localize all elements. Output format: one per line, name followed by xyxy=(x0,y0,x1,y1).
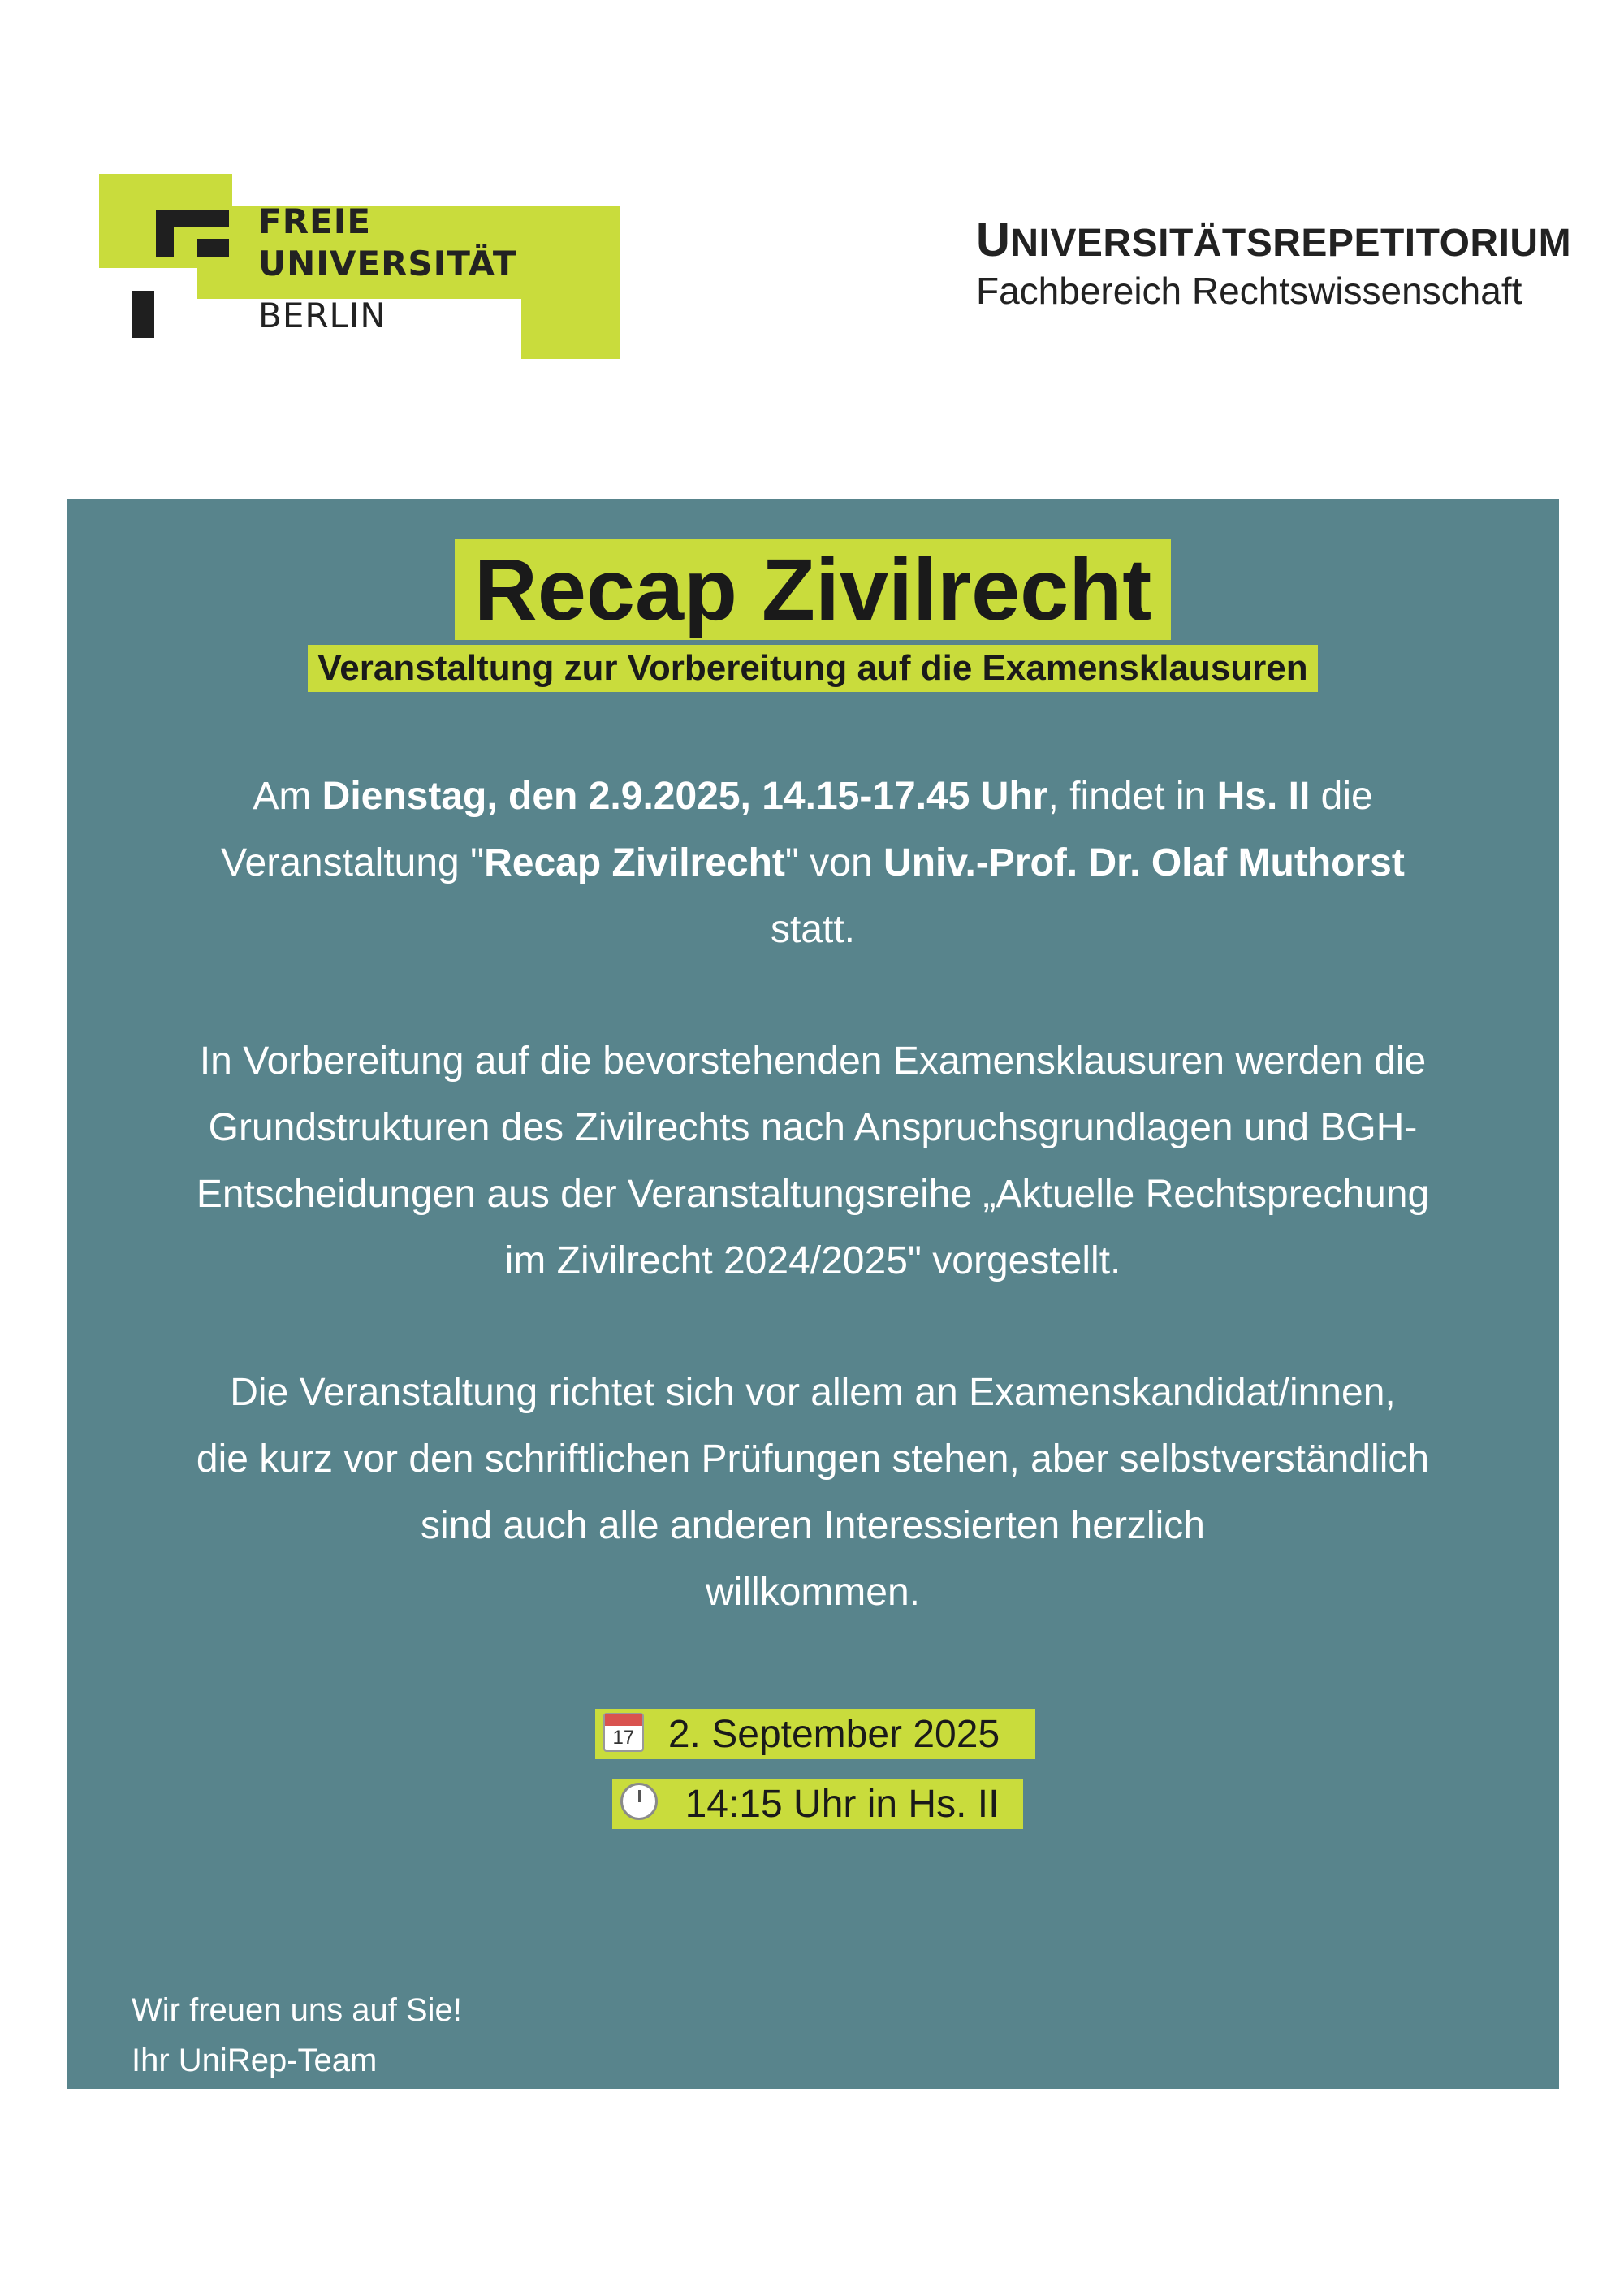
audience-paragraph: Die Veranstaltung richtet sich vor allem an Examenskandidat/innen, die kurz vor den schriftlichen Prüfungen stehen, aber selbstverständlich sind auch alle anderen Interessierten herzlich willkommen. xyxy=(196,1371,1430,1614)
calendar-icon: 17 xyxy=(603,1713,646,1755)
header-subtitle: Fachbereich Rechtswissenschaft xyxy=(976,270,1522,312)
time-badge xyxy=(612,1779,1024,1829)
university-logo xyxy=(99,174,619,359)
announcement-panel xyxy=(67,499,1559,2089)
closing-line-1: Wir freuen uns auf Sie! xyxy=(132,1992,462,2028)
closing xyxy=(132,1985,462,2086)
logo-mark xyxy=(197,239,229,257)
clock-icon xyxy=(620,1783,663,1825)
logo-mark xyxy=(156,210,229,227)
intro-paragraph: Am Dienstag, den 2.9.2025, 14.15-17.45 Uhr, findet in Hs. II die Veranstaltung "Recap Zivilrecht" von Univ.-Prof. Dr. Olaf Muthorst statt. xyxy=(221,775,1405,951)
logo-text-universitaet: UNIVERSITÄT xyxy=(258,244,517,283)
event-date: 2. September 2025 xyxy=(667,1712,1000,1756)
logo-text-berlin: BERLIN xyxy=(258,296,387,335)
logo-text-freie: FREIE xyxy=(258,201,372,241)
logo-mark xyxy=(132,291,154,338)
content-paragraph: In Vorbereitung auf die bevorstehenden Examensklausuren werden die Grundstrukturen des Zivilrechts nach Anspruchsgrundlagen und BGH- Entscheidungen aus der Veranstaltungsreihe „Aktuelle Rechtsprechung im Zivilrecht 2024/2025" vorgestellt. xyxy=(196,1040,1430,1282)
event-time-location: 14:15 Uhr in Hs. II xyxy=(685,1782,1000,1826)
closing-signature: Ihr UniRep-Team xyxy=(132,2043,378,2078)
header xyxy=(976,213,1571,313)
event-title: Recap Zivilrecht xyxy=(455,539,1171,640)
date-badge xyxy=(595,1709,1035,1759)
header-title: UNIVERSITÄTSREPETITORIUM xyxy=(976,214,1572,266)
event-subtitle: Veranstaltung zur Vorbereitung auf die Examensklausuren xyxy=(308,645,1317,692)
logo-shape xyxy=(521,231,620,359)
